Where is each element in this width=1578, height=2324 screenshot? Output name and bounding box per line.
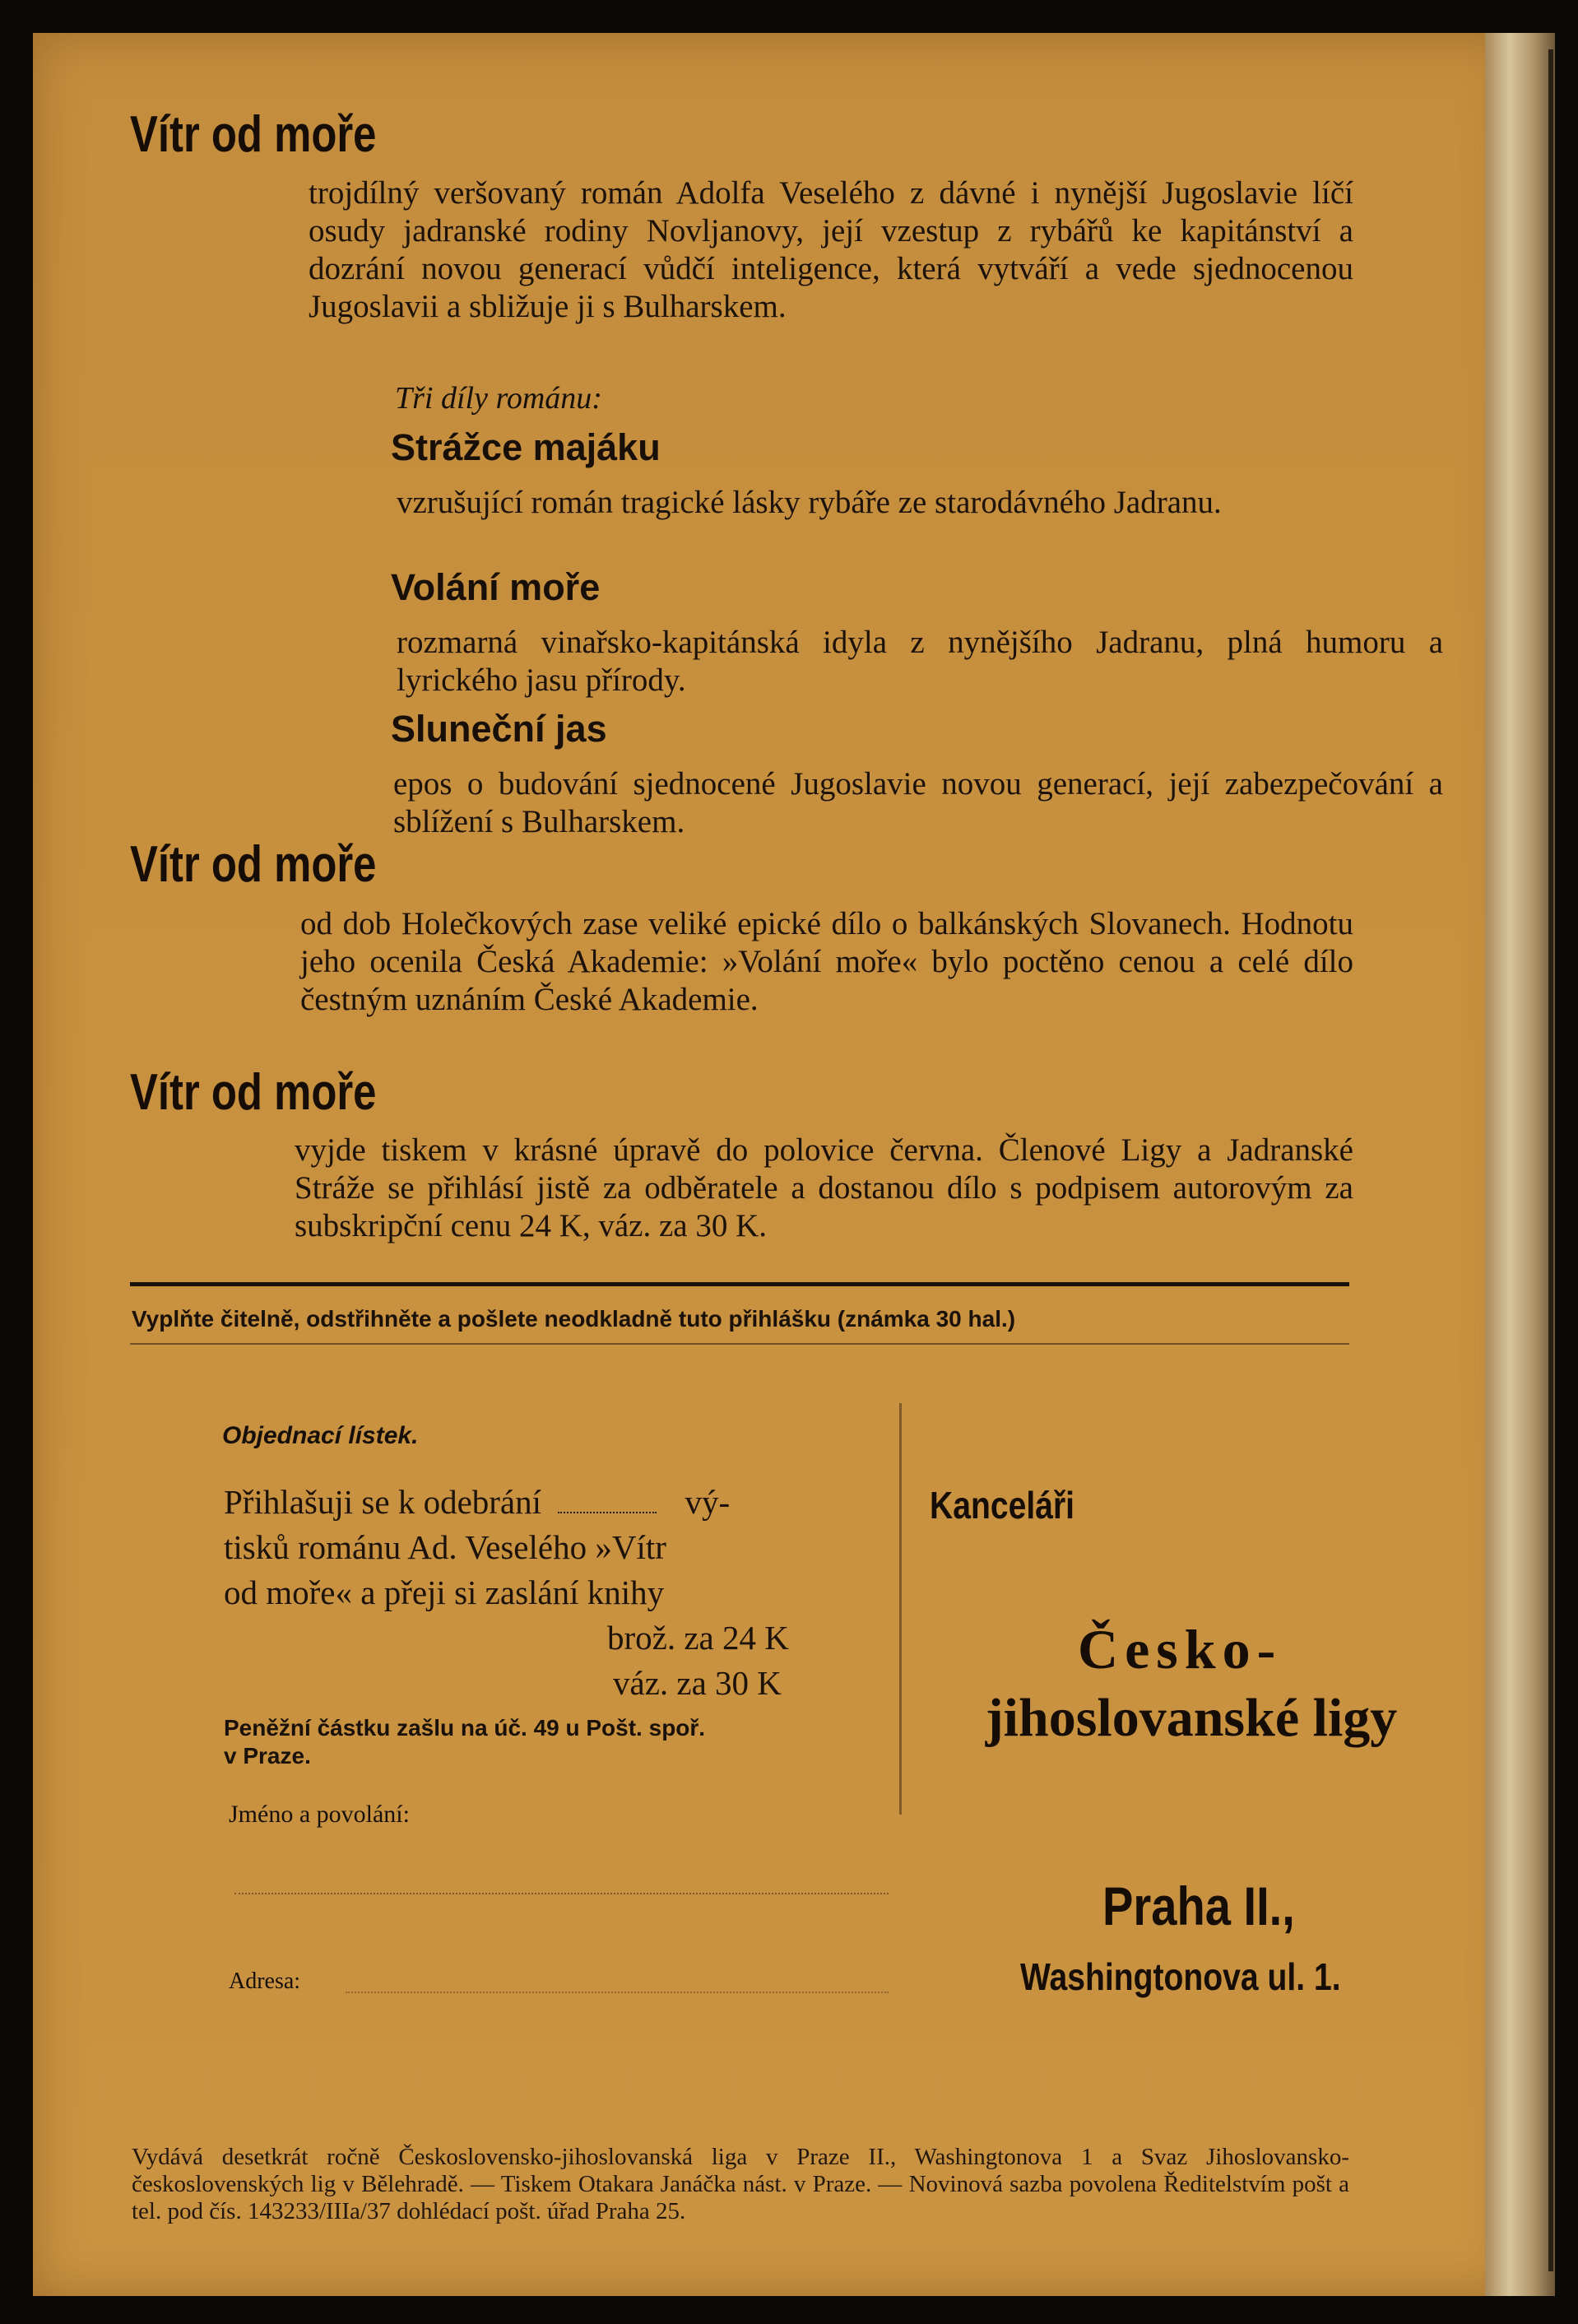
- section3-text: vyjde tiskem v krásné úpravě do polovice června. Členové Ligy a Jadranské Stráže se přihlásí jistě za odběratele a dostanou dílo s podpisem autorovým za subskripční cenu 24 K, váz. za 30 K.: [295, 1132, 1353, 1243]
- order-line1-start: Přihlašuji se k odebrání: [224, 1483, 542, 1521]
- address-org-line2: jihoslovanské ligy: [985, 1688, 1398, 1748]
- quantity-blank[interactable]: [558, 1512, 657, 1513]
- order-line2: tisků románu Ad. Veselého »Vítr: [224, 1528, 666, 1566]
- book-spine: [1485, 33, 1555, 2296]
- payment-line1: Peněžní částku zašlu na úč. 49 u Pošt. spoř.: [224, 1715, 706, 1741]
- section1-intro: trojdílný veršovaný román Adolfa Veselého z dávné i nynější Jugoslavie líčí osudy jadranské rodiny Novljanovy, její vzestup z rybářů ke kapitánství a dozrání novou generací vůdčí inteligence, která vytváří a vede sjednocenou Jugoslavii a sbližuje ji s Bulharskem.: [309, 175, 1353, 324]
- parts-label: Tři díly románu:: [395, 381, 602, 416]
- part2-text: rozmarná vinařsko-kapitánská idyla z nynějšího Jadranu, plná humoru a lyrického jasu přírody.: [397, 625, 1443, 698]
- cut-line: [130, 1343, 1349, 1345]
- separator-rule: [130, 1282, 1349, 1286]
- vertical-divider: [899, 1403, 902, 1815]
- price-paperback[interactable]: brož. za 24 K: [607, 1619, 789, 1657]
- address-label: Adresa:: [229, 1968, 301, 1994]
- part1-text: vzrušující román tragické lásky rybáře ze starodávného Jadranu.: [397, 485, 1222, 520]
- name-input-line[interactable]: [234, 1893, 889, 1894]
- order-line1: [224, 1480, 730, 1525]
- section3-title: Vítr od moře: [130, 1064, 377, 1121]
- name-label: Jméno a povolání:: [229, 1801, 410, 1828]
- part2-title: Volání moře: [391, 566, 601, 608]
- part1-title: Strážce majáku: [391, 426, 661, 468]
- order-line1-end: vý-: [685, 1483, 731, 1521]
- address-street: Washingtonova ul. 1.: [1020, 1955, 1341, 1998]
- section1-title: Vítr od moře: [130, 106, 377, 163]
- cut-instruction: Vyplňte čitelně, odstřihněte a pošlete neodkladně tuto přihlášku (známka 30 hal.): [132, 1306, 1016, 1332]
- address-input-line[interactable]: [346, 1992, 889, 1993]
- publisher-footer: Vydává desetkrát ročně Československo-jihoslovanská liga v Praze II., Washingtonova 1 a Svaz Jihoslovansko-československých lig v Bělehradě. — Tiskem Otakara Janáčka nást. v Praze. — Novinová sazba povolena Ředitelstvím pošt a tel. pod čís. 143233/IIIa/37 dohlédací pošt. úřad Praha 25.: [132, 2144, 1349, 2224]
- section2-title: Vítr od moře: [130, 836, 377, 893]
- address-office: Kanceláři: [930, 1484, 1075, 1527]
- address-org-line1: Česko-: [1078, 1618, 1283, 1680]
- part3-text: epos o budování sjednocené Jugoslavie novou generací, její zabezpečování a sblížení s Bulharskem.: [393, 766, 1443, 839]
- section2-text: od dob Holečkových zase veliké epické dílo o balkánských Slovanech. Hodnotu jeho ocenila Česká Akademie: »Volání moře« bylo poctěno cenou a celé dílo čestným uznáním České Akademie.: [300, 906, 1353, 1017]
- part3-title: Sluneční jas: [391, 708, 607, 750]
- address-city: Praha II.,: [1102, 1875, 1295, 1936]
- spine-edge: [1548, 49, 1553, 2271]
- order-form-heading: Objednací lístek.: [222, 1422, 419, 1449]
- order-line3: od moře« a přeji si zaslání knihy: [224, 1573, 665, 1611]
- payment-line2: v Praze.: [224, 1743, 311, 1769]
- price-bound[interactable]: váz. za 30 K: [613, 1664, 782, 1702]
